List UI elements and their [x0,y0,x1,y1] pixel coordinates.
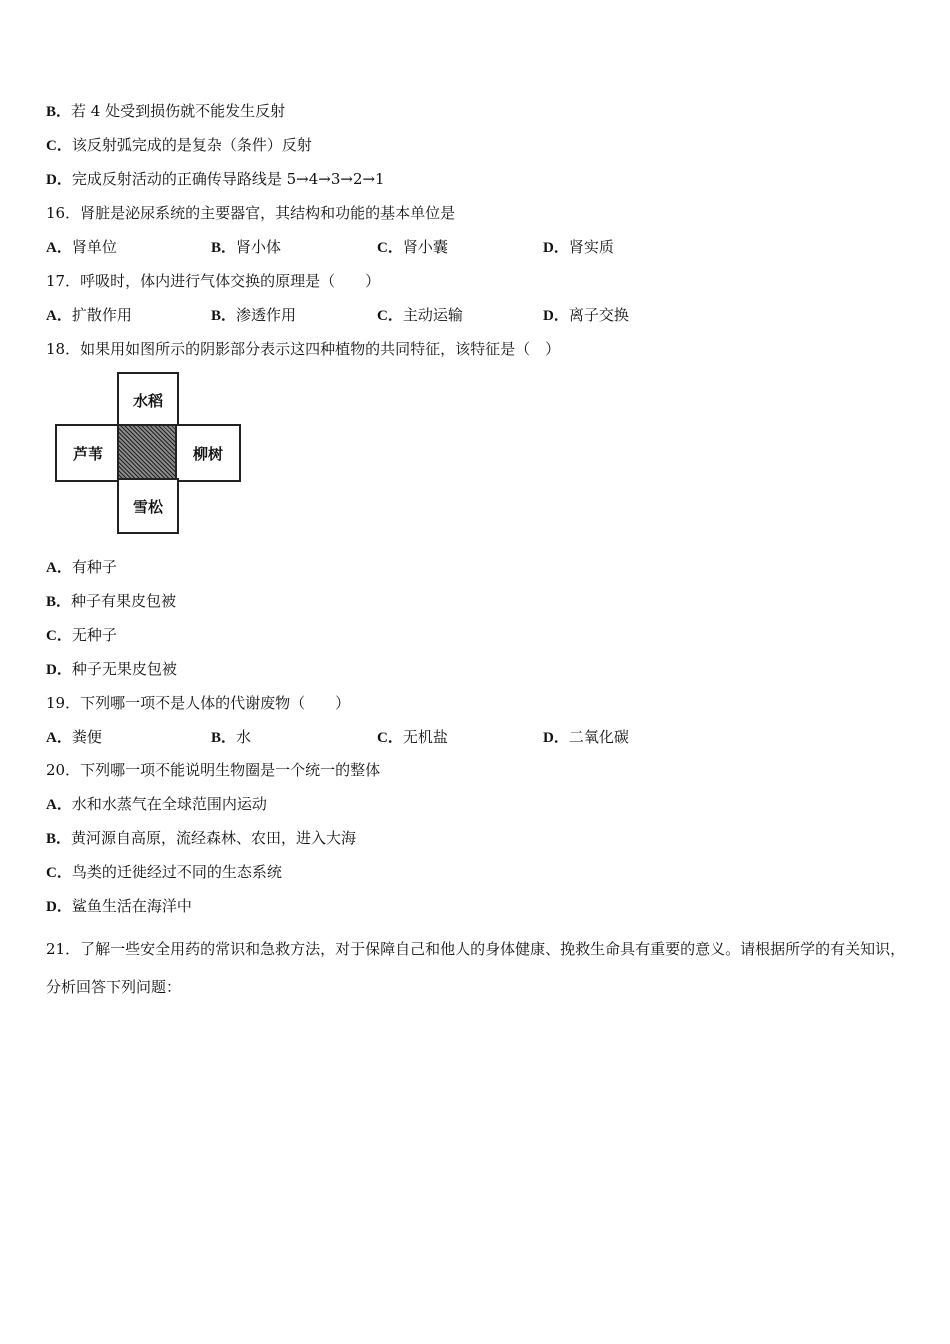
option-label: B． [211,308,237,324]
diagram-box-right: 柳树 [175,424,241,482]
option-label: C． [46,865,72,881]
option-text: 完成反射活动的正确传导路线是 5→4→3→2→1 [71,170,385,188]
q21-stem: 21．了解一些安全用药的常识和急救方法，对于保障自己和他人的身体健康、挽救生命具有重要的意义。请根据所学的有关知识，分析回答下列问题： [46,940,906,996]
q18-option-a [46,557,117,578]
diagram-box-top: 水稻 [117,372,179,428]
option-text: 二氧化碳 [568,728,629,746]
q15-option-d [46,169,385,190]
q18-option-d [46,659,177,680]
q20-stem: 20．下列哪一项不能说明生物圈是一个统一的整体 [46,761,381,779]
option-label: A． [46,560,72,576]
option-label: B． [46,104,72,120]
option-label: D． [543,240,569,256]
q17-option-d [543,305,629,326]
option-label: A． [46,308,72,324]
option-text: 有种子 [71,558,117,576]
q19-option-a [46,727,102,748]
option-text: 水和水蒸气在全球范围内运动 [71,795,267,813]
option-label: D． [46,899,72,915]
option-text: 若 4 处受到损伤就不能发生反射 [71,102,286,120]
q15-option-c [46,135,312,156]
option-text: 该反射弧完成的是复杂（条件）反射 [71,136,312,154]
q17-option-a [46,305,132,326]
q18-option-b [46,591,176,612]
option-label: D． [543,730,569,746]
q15-option-b [46,101,285,122]
option-label: D． [543,308,569,324]
option-text: 黄河源自高原，流经森林、农田，进入大海 [71,829,357,847]
q16-option-c [377,237,448,258]
option-label: D． [46,172,72,188]
option-text: 无机盐 [402,728,448,746]
q19-option-b [211,727,251,748]
q16-option-b [211,237,281,258]
option-text: 肾小体 [236,238,282,256]
option-label: C． [377,730,403,746]
option-label: A． [46,730,72,746]
option-text: 鸟类的迁徙经过不同的生态系统 [71,863,282,881]
option-text: 肾单位 [71,238,117,256]
option-text: 种子有果皮包被 [71,592,177,610]
q20-option-d [46,896,192,917]
option-label: C． [377,308,403,324]
option-text: 水 [236,728,252,746]
q16-option-d [543,237,614,258]
option-label: B． [46,594,72,610]
option-text: 鲨鱼生活在海洋中 [71,897,192,915]
plant-venn-diagram [55,372,243,534]
option-text: 肾实质 [568,238,614,256]
option-text: 渗透作用 [236,306,297,324]
q20-option-a [46,794,267,815]
option-label: B． [211,730,237,746]
diagram-box-bottom: 雪松 [117,478,179,534]
option-text: 无种子 [71,626,117,644]
q19-stem: 19．下列哪一项不是人体的代谢废物（ ） [46,694,351,712]
option-text: 肾小囊 [402,238,448,256]
option-label: C． [377,240,403,256]
q18-stem: 18．如果用如图所示的阴影部分表示这四种植物的共同特征，该特征是（ ） [46,340,561,358]
option-text: 种子无果皮包被 [71,660,177,678]
q17-stem: 17．呼吸时，体内进行气体交换的原理是（ ） [46,272,381,290]
option-label: B． [46,831,72,847]
option-label: B． [211,240,237,256]
option-label: A． [46,240,72,256]
q19-option-c [377,727,448,748]
q17-option-c [377,305,463,326]
q16-option-a [46,237,117,258]
option-label: A． [46,797,72,813]
option-label: C． [46,628,72,644]
q17-option-b [211,305,296,326]
option-text: 粪便 [71,728,102,746]
q19-option-d [543,727,629,748]
option-text: 离子交换 [568,306,629,324]
diagram-box-left: 芦苇 [55,424,121,482]
q16-stem: 16．肾脏是泌尿系统的主要器官，其结构和功能的基本单位是 [46,204,456,222]
q18-option-c [46,625,117,646]
option-text: 主动运输 [402,306,463,324]
q20-option-c [46,862,282,883]
diagram-shaded-center [117,424,179,482]
option-label: C． [46,138,72,154]
option-label: D． [46,662,72,678]
q20-option-b [46,828,356,849]
option-text: 扩散作用 [71,306,132,324]
